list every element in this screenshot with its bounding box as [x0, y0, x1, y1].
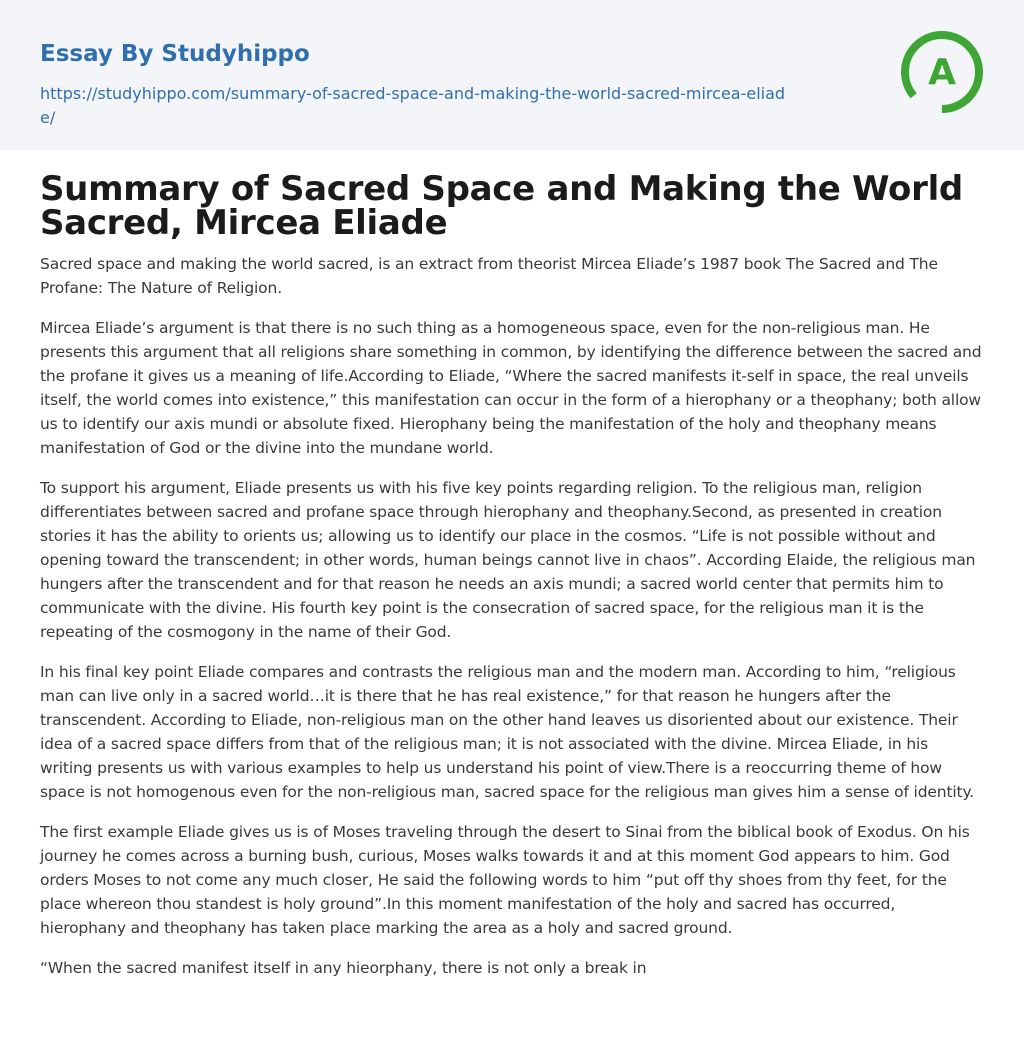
article-paragraph: Mircea Eliade’s argument is that there is no such thing as a homogeneous space, even for the non-religious man. He presents this argument that all religions share something in common, by identifying the difference between the sacred and the profane it gives us a meaning of life.According to Eliade, “Where the sacred manifests it-self in space, the real unveils itself, the world comes into existence,” this manifestation can occur in the form of a hierophany or a theophany; both allow us to identify our axis mundi or absolute fixed. Hierophany being the manifestation of the holy and theophany means manifestation of God or the divine into the mundane world. [40, 319, 982, 457]
article-paragraph: The first example Eliade gives us is of Moses traveling through the desert to Sinai from the biblical book of Exodus. On his journey he comes across a burning bush, curious, Moses walks towards it and at this moment God appears to him. God orders Moses to not come any much closer, He said the following words to him “put off thy shoes from thy feet, for the place whereon thou standest is holy ground”.In this moment manifestation of the holy and sacred has occurred, hierophany and theophany has taken place marking the area as a holy and sacred ground. [40, 823, 970, 937]
article-url-link[interactable]: https://studyhippo.com/summary-of-sacred-space-and-making-the-world-sacred-mircea-eliade/ [40, 84, 786, 127]
svg-text:A: A [928, 52, 956, 93]
site-header [0, 0, 1024, 150]
article-paragraph: In his final key point Eliade compares and contrasts the religious man and the modern man. According to him, “religious man can live only in a sacred world…it is there that he has real existence,” for that reason he hungers after the transcendent. According to Eliade, non-religious man on the other hand leaves us disoriented about our existence. Their idea of a sacred space differs from that of the religious man; it is not associated with the divine. Mircea Eliade, in his writing presents us with various examples to help us understand his point of view.There is a reoccurring theme of how space is not homogenous even for the non-religious man, sacred space for the religious man gives him a sense of identity. [40, 663, 975, 801]
article-content [0, 150, 1024, 980]
article-paragraph: Sacred space and making the world sacred, is an extract from theorist Mircea Eliade’s 1987 book The Sacred and The Profane: The Nature of Religion. [40, 255, 938, 297]
article-paragraph: To support his argument, Eliade presents us with his five key points regarding religion. To the religious man, religion differentiates between sacred and profane space through hierophany and theophany.Second, as presented in creation stories it has the ability to orients us; allowing us to identify our place in the cosmos. “Life is not possible without and opening toward the transcendent; in other words, human beings cannot live in chaos”. According Elaide, the religious man hungers after the transcendent and for that reason he needs an axis mundi; a sacred world center that permits him to communicate with the divine. His fourth key point is the consecration of sacred space, for the religious man it is the repeating of the cosmogony in the name of their God. [40, 479, 976, 641]
article-paragraph: “When the sacred manifest itself in any hieorphany, there is not only a break in [40, 959, 647, 977]
site-title[interactable]: Essay By Studyhippo [40, 41, 310, 67]
page-title: Summary of Sacred Space and Making the World Sacred, Mircea Eliade [40, 169, 963, 243]
studyhippo-logo-icon[interactable] [900, 30, 984, 114]
